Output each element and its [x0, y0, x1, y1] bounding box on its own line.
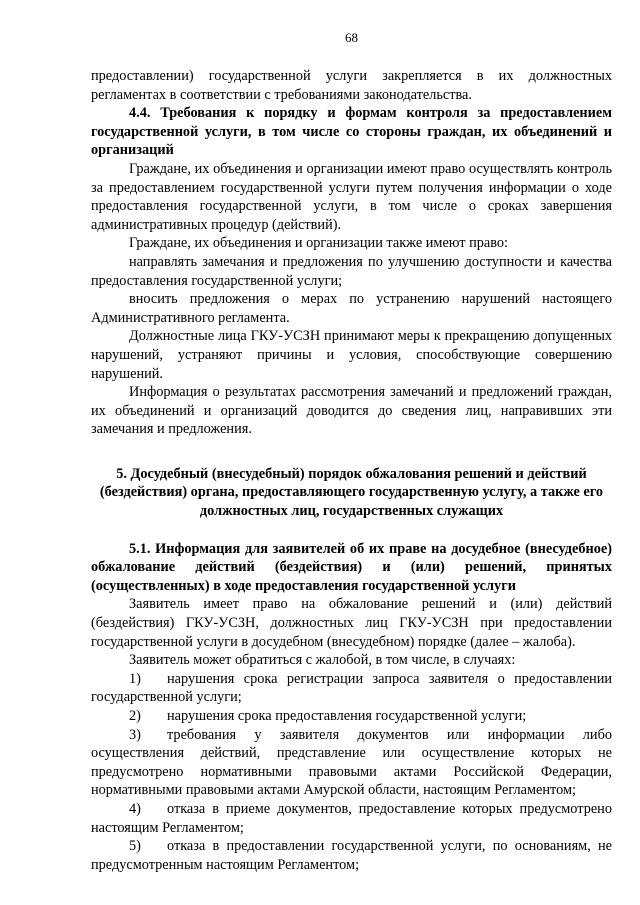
list-item-text: требования у заявителя документов или информации либо осуществления действий, представление или осуществление которых не предусмотрено нормативными правовыми актами Российской Федерации, нормативными правовыми актами Амурской области, настоящим Регламентом;	[91, 726, 612, 799]
subsection-heading-4-4: 4.4. Требования к порядку и формам контроля за предоставлением государственной услуги, в том числе со стороны граждан, их объединений и организаций	[91, 105, 612, 159]
list-item-number: 4)	[129, 800, 141, 817]
list-item-number: 3)	[129, 726, 141, 743]
list-item-case-1	[91, 670, 612, 707]
subsection-heading-5-1: 5.1. Информация для заявителей об их праве на досудебное (внесудебное) обжалование действий (бездействия) и (или) решений, принятых (осуществленных) в ходе предоставления государственной услуги	[91, 540, 612, 594]
list-item-text: нарушения срока регистрации запроса заявителя о предоставлении государственной услуги;	[91, 670, 612, 706]
spacer	[91, 521, 612, 540]
list-item-case-5	[91, 837, 612, 874]
paragraph-4-4-5: Должностные лица ГКУ-УСЗН принимают меры к прекращению допущенных нарушений, устраняют причины и условия, способствующие совершению нарушений.	[91, 328, 612, 382]
spacer	[91, 439, 612, 465]
list-item-text: нарушения срока предоставления государственной услуги;	[167, 708, 527, 724]
paragraph-4-4-1: Граждане, их объединения и организации имеют право осуществлять контроль за предоставлением государственной услуги путем получения информации о ходе предоставления государственной услуги, в том числе о сроках завершения административных процедур (действий).	[91, 160, 612, 233]
paragraph-5-1-2: Заявитель может обратиться с жалобой, в том числе, в случаях:	[129, 652, 516, 669]
list-item-text: отказа в предоставлении государственной услуги, по основаниям, не предусмотренным настоящим Регламентом;	[91, 838, 612, 873]
paragraph-4-4-4: вносить предложения о мерах по устранению нарушений настоящего Административного регламента.	[91, 291, 612, 326]
document-page	[91, 30, 612, 874]
list-item-case-3	[91, 726, 612, 800]
paragraph-4-4-3: направлять замечания и предложения по улучшению доступности и качества предоставления государственной услуги;	[91, 253, 612, 289]
list-item-case-2	[91, 707, 612, 726]
list-item-case-4	[91, 800, 612, 837]
list-item-number: 1)	[129, 670, 141, 687]
paragraph-4-4-6: Информация о результатах рассмотрения замечаний и предложений граждан, их объединений и организаций доводится до сведения лиц, направивших эти замечания и предложения.	[91, 384, 612, 438]
list-item-number: 5)	[129, 838, 141, 855]
section-heading-5: 5. Досудебный (внесудебный) порядок обжалования решений и действий (бездействия) органа, предоставляющего государственную услугу, а также его должностных лиц, государственных служащих	[99, 465, 604, 520]
list-item-text: отказа в приеме документов, предоставление которых предусмотрено настоящим Регламентом;	[91, 800, 612, 836]
list-item-number: 2)	[129, 708, 141, 724]
paragraph-5-1-1: Заявитель имеет право на обжалование решений и (или) действий (бездействия) ГКУ-УСЗН, должностных лиц ГКУ-УСЗН при предоставлении государственной услуги в досудебном (внесудебном) порядке (далее – жалоба).	[91, 596, 612, 650]
paragraph-4-4-2: Граждане, их объединения и организации также имеют право:	[129, 235, 509, 252]
page-number: 68	[345, 30, 358, 45]
paragraph-intro: предоставлении) государственной услуги закрепляется в их должностных регламентах в соответствии с требованиями законодательства.	[91, 68, 612, 103]
